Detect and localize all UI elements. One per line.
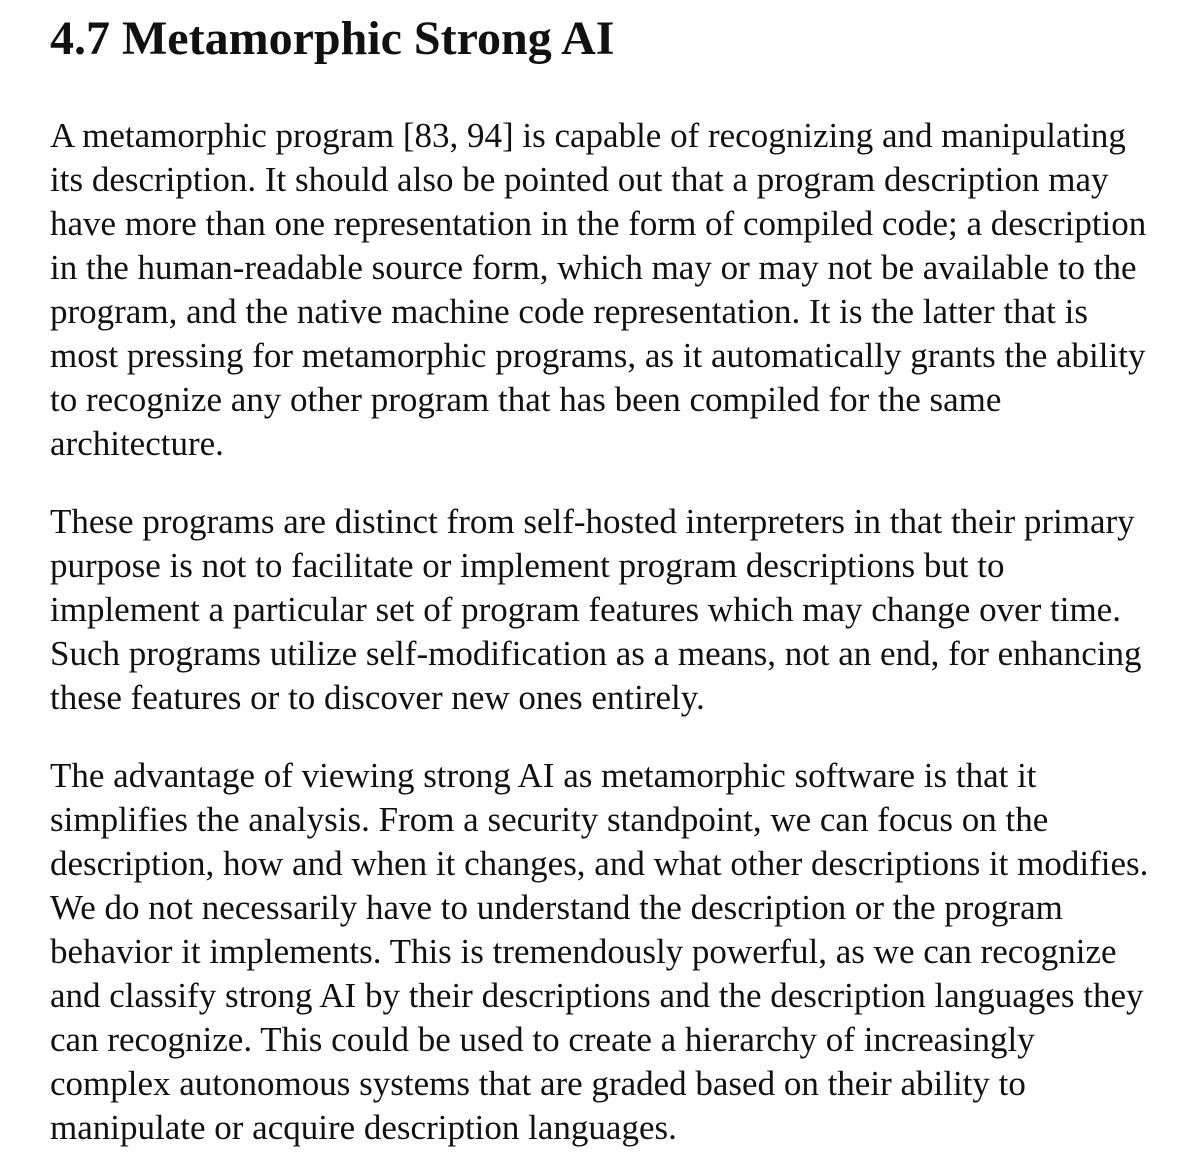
document-page [50,10,1150,1150]
paragraph-metamorphic-program: A metamorphic program [83, 94] is capable of recognizing and manipulating its description. It should also be pointed out that a program description may have more than one representation in the form of compiled code; a description in the human-readable source form, which may or may not be available to the program, and the native machine code representation. It is the latter that is most pressing for metamorphic programs, as it automatically grants the ability to recognize any other program that has been compiled for the same architecture. [50,115,1147,463]
section-heading: 4.7 Metamorphic Strong AI [50,12,615,65]
paragraph-program-distinction: These programs are distinct from self-hosted interpreters in that their primary purpose is not to facilitate or implement program descriptions but to implement a particular set of program features which may change over time. Such programs utilize self-modification as a means, not an end, for enhancing these features or to discover new ones entirely. [50,501,1142,717]
paragraph-advantage: The advantage of viewing strong AI as metamorphic software is that it simplifies the analysis. From a security standpoint, we can focus on the description, how and when it changes, and what other descriptions it modifies. We do not necessarily have to understand the description or the program behavior it implements. This is tremendously powerful, as we can recognize and classify strong AI by their descriptions and the description languages they can recognize. This could be used to create a hierarchy of increasingly complex autonomous systems that are graded based on their ability to manipulate or acquire description languages. [50,755,1149,1147]
